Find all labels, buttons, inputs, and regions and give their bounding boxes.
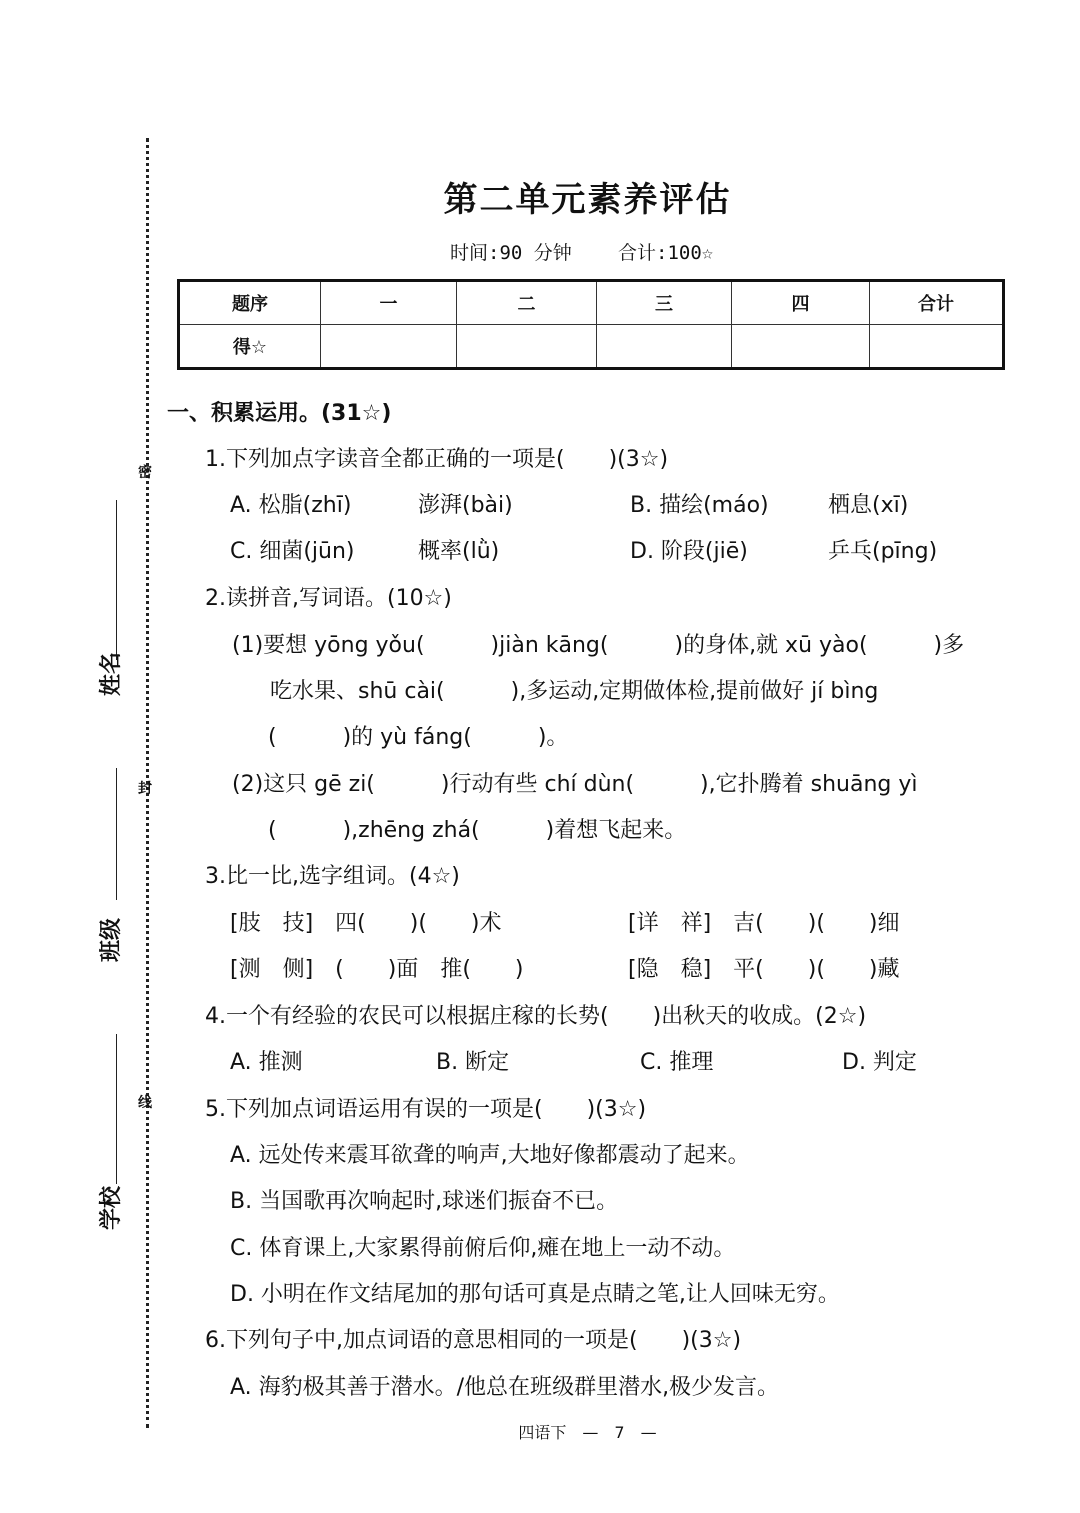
score-value-row: [179, 325, 1004, 369]
score-cell[interactable]: [321, 325, 457, 369]
score-header-cell: 一: [321, 281, 457, 325]
q4-option-c: C. 推理: [640, 1050, 714, 1075]
q5-option-c: C. 体育课上,大家累得前俯后仰,瘫在地上一动不动。: [230, 1236, 736, 1261]
score-header-cell: 四: [732, 281, 870, 325]
score-header-cell: 题序: [179, 281, 321, 325]
q1-option-c1: C. 细菌(jūn): [230, 539, 355, 564]
q4-option-a: A. 推测: [230, 1050, 303, 1075]
q2-stem: 2.读拼音,写词语。(10☆): [205, 586, 452, 611]
q5-option-b: B. 当国歌再次响起时,球迷们振奋不已。: [230, 1189, 619, 1214]
class-underline: [116, 768, 117, 900]
q2-line: ( ),zhēng zhá( )着想飞起来。: [268, 818, 687, 843]
q4-option-b: B. 断定: [436, 1050, 510, 1075]
school-underline: [116, 1034, 117, 1184]
school-label: 学校: [99, 1185, 124, 1230]
score-cell[interactable]: [597, 325, 732, 369]
q1-option-a1: A. 松脂(zhī): [230, 493, 352, 518]
q4-option-d: D. 判定: [842, 1050, 917, 1075]
page-title: 第二单元素养评估: [443, 180, 732, 220]
q3-row: [详 祥] 吉( )( )细: [628, 911, 900, 936]
q3-row: [肢 技] 四( )( )术: [230, 911, 502, 936]
q1-stem: 1.下列加点字读音全都正确的一项是( )(3☆): [205, 447, 669, 472]
q1-option-d1: D. 阶段(jiē): [630, 539, 748, 564]
score-header-cell: 三: [597, 281, 732, 325]
q3-row: [隐 稳] 平( )( )藏: [628, 957, 900, 982]
q5-option-a: A. 远处传来震耳欲聋的响声,大地好像都震动了起来。: [230, 1143, 750, 1168]
q4-stem: 4.一个有经验的农民可以根据庄稼的长势( )出秋天的收成。(2☆): [205, 1004, 867, 1029]
q1-option-a2: 澎湃(bài): [418, 493, 513, 518]
q1-option-b1: B. 描绘(máo): [630, 493, 769, 518]
q6-stem: 6.下列句子中,加点词语的意思相同的一项是( )(3☆): [205, 1328, 742, 1353]
page-footer: 四语下 — 7 —: [518, 1423, 657, 1442]
score-cell[interactable]: [870, 325, 1004, 369]
exam-time: 时间:90 分钟: [450, 242, 572, 264]
seal-char-mi: 密: [138, 465, 152, 481]
name-underline: [116, 500, 117, 660]
q6-option-a: A. 海豹极其善于潜水。/他总在班级群里潜水,极少发言。: [230, 1375, 780, 1400]
q5-option-d: D. 小明在作文结尾加的那句话可真是点睛之笔,让人回味无穷。: [230, 1282, 840, 1307]
seal-char-feng: 封: [138, 781, 152, 797]
score-cell[interactable]: [457, 325, 597, 369]
q1-option-d2: 乒乓(pīng): [828, 539, 938, 564]
seal-char-xian: 线: [138, 1095, 152, 1111]
name-label: 姓名: [99, 651, 124, 696]
section-heading: 一、积累运用。(31☆): [167, 401, 392, 426]
exam-total: 合计:100☆: [618, 242, 714, 264]
q2-line: (1)要想 yōng yǒu( )jiàn kāng( )的身体,就 xū yào( )多: [232, 633, 965, 658]
class-label: 班级: [99, 917, 124, 962]
q2-line: ( )的 yù fáng( )。: [268, 725, 569, 750]
score-row-label: 得☆: [179, 325, 321, 369]
q5-stem: 5.下列加点词语运用有误的一项是( )(3☆): [205, 1097, 647, 1122]
score-header-row: [179, 281, 1004, 325]
q1-option-c2: 概率(lǜ): [418, 539, 500, 564]
q3-stem: 3.比一比,选字组词。(4☆): [205, 864, 460, 889]
score-header-cell: 二: [457, 281, 597, 325]
q1-option-b2: 栖息(xī): [828, 493, 909, 518]
score-cell[interactable]: [732, 325, 870, 369]
score-table: [177, 279, 1005, 370]
q2-line: (2)这只 gē zi( )行动有些 chí dùn( ),它扑腾着 shuāng yì: [232, 772, 918, 797]
q2-line: 吃水果、shū cài( ),多运动,定期做体检,提前做好 jí bìng: [270, 679, 879, 704]
q3-row: [测 侧] ( )面 推( ): [230, 957, 524, 982]
score-header-cell: 合计: [870, 281, 1004, 325]
